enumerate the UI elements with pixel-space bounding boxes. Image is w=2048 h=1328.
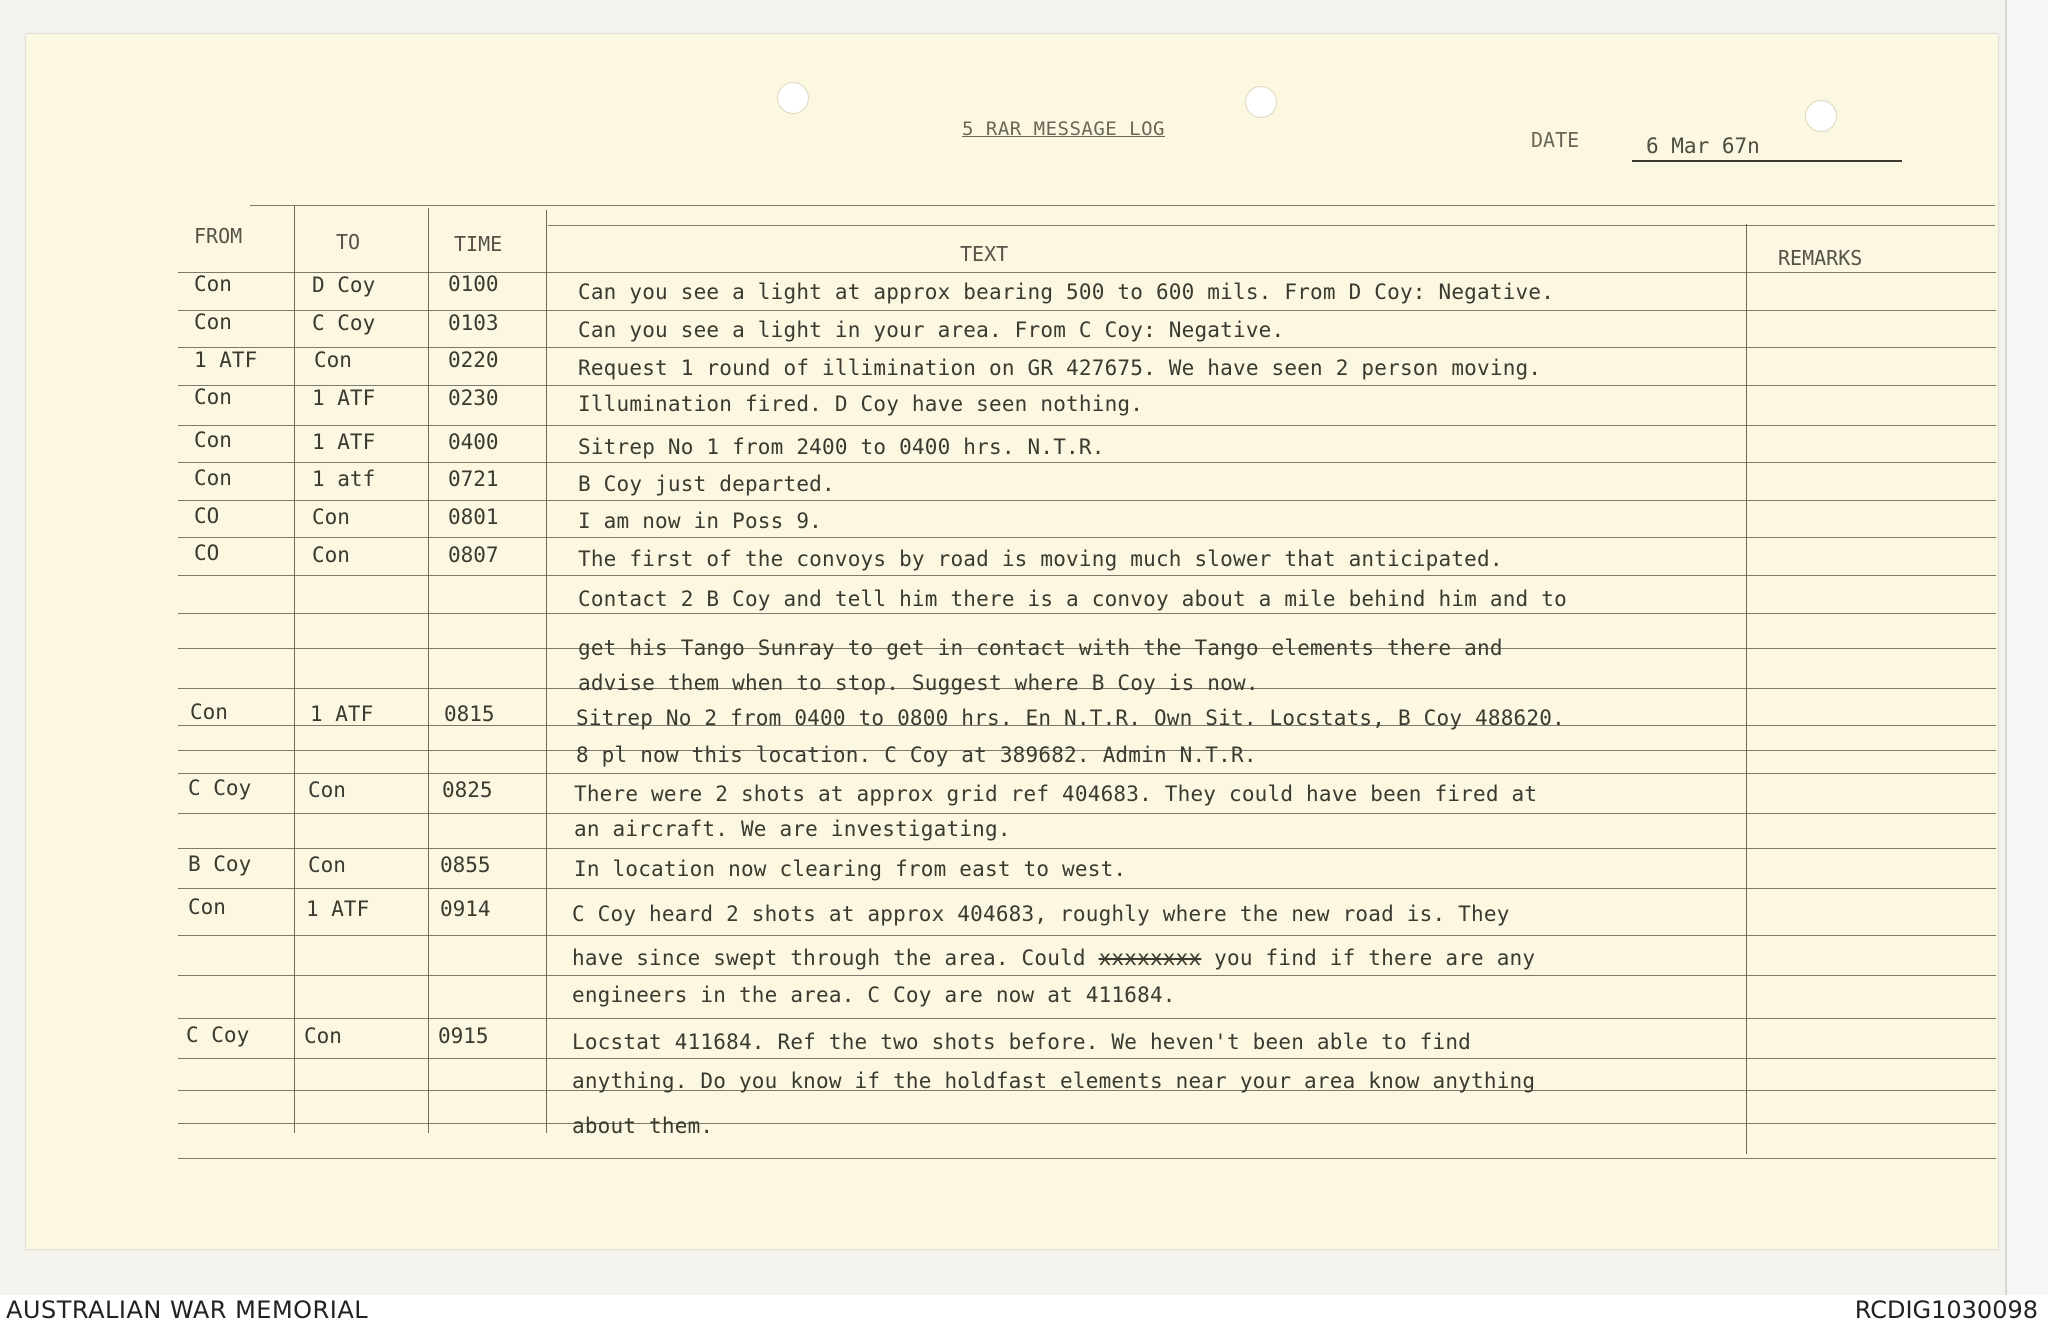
entry-time: 0815 [444,702,495,726]
entry-from: Con [194,272,232,296]
entry-to: 1 ATF [312,430,376,454]
source-caption: AUSTRALIAN WAR MEMORIAL [6,1296,369,1324]
entry-text-line: Request 1 round of illimination on GR 427675. We have seen 2 person moving. [578,356,1542,380]
punch-hole-middle [1245,86,1277,118]
entry-to: Con [304,1024,342,1048]
entry-from: C Coy [188,776,252,800]
entry-text-line: Sitrep No 1 from 2400 to 0400 hrs. N.T.R. [578,435,1105,459]
entry-text-line: advise them when to stop. Suggest where B Coy is now. [578,671,1259,695]
entry-text-line: Sitrep No 2 from 0400 to 0800 hrs. En N.T.R. Own Sit. Locstats, B Coy 488620. [576,706,1565,730]
entry-text-line: In location now clearing from east to west. [574,857,1127,881]
entry-to: Con [314,348,352,372]
entry-text-line: 8 pl now this location. C Coy at 389682. Admin N.T.R. [576,743,1257,767]
entry-text-line: an aircraft. We are investigating. [574,817,1011,841]
entry-time: 0807 [448,543,499,567]
entry-text-line: B Coy just departed. [578,472,835,496]
entry-to: D Coy [312,273,376,297]
entry-to: C Coy [312,311,376,335]
entry-time: 0915 [438,1024,489,1048]
catalogue-reference: RCDIG1030098 [1854,1296,2038,1324]
entry-from: Con [194,310,232,334]
entry-text-line: Can you see a light at approx bearing 500 to 600 mils. From D Coy: Negative. [578,280,1555,304]
entry-from: Con [188,895,226,919]
entry-text-line: Can you see a light in your area. From C Coy: Negative. [578,318,1285,342]
entry-text-fragment: have since swept through the area. Could [572,946,1086,970]
entry-text-line: get his Tango Sunray to get in contact with the Tango elements there and [578,636,1503,660]
entry-text-line: Contact 2 B Coy and tell him there is a convoy about a mile behind him and to [578,587,1567,611]
entry-to: 1 ATF [312,386,376,410]
col-header-remarks: REMARKS [1778,246,1863,270]
entry-time: 0801 [448,505,499,529]
col-header-text: TEXT [960,242,1009,266]
entry-from: Con [194,428,232,452]
entry-from: B Coy [188,852,252,876]
entry-from: Con [194,385,232,409]
entry-text-line: There were 2 shots at approx grid ref 404683. They could have been fired at [574,782,1538,806]
col-header-time: TIME [454,232,503,256]
entry-from: Con [190,700,228,724]
col-header-to: TO [336,230,361,254]
entry-text-line: engineers in the area. C Coy are now at 411684. [572,983,1176,1007]
entry-from: CO [194,541,220,565]
entry-time: 0400 [448,430,499,454]
entry-text-line: The first of the convoys by road is moving much slower that anticipated. [578,547,1503,571]
entry-text-line: Illumination fired. D Coy have seen nothing. [578,392,1144,416]
punch-hole-right [1805,100,1837,132]
entry-time: 0230 [448,386,499,410]
entry-text-line [572,946,1535,970]
struck-out-text: xxxxxxxx [1098,946,1202,970]
date-label: DATE [1531,128,1580,152]
log-title: 5 RAR MESSAGE LOG [962,118,1165,140]
entry-time: 0721 [448,467,499,491]
entry-text-fragment: you find if there are any [1214,946,1536,970]
entry-from: CO [194,504,220,528]
entry-to: 1 ATF [306,897,370,921]
entry-to: Con [308,778,346,802]
entry-text-line: about them. [572,1114,714,1138]
entry-from: 1 ATF [194,348,258,372]
entry-time: 0914 [440,897,491,921]
scan-edge-strip [2005,0,2048,1295]
entry-time: 0825 [442,778,493,802]
entry-to: 1 ATF [310,702,374,726]
entry-text-line: Locstat 411684. Ref the two shots before. We heven't been able to find [572,1030,1472,1054]
entry-to: 1 atf [312,467,376,491]
entry-time: 0855 [440,853,491,877]
entry-text-line: I am now in Poss 9. [578,509,823,533]
entry-time: 0100 [448,272,499,296]
entry-text-line: anything. Do you know if the holdfast elements near your area know anything [572,1069,1536,1093]
entry-from: Con [194,466,232,490]
punch-hole-left [777,82,809,114]
date-value: 6 Mar 67n [1632,134,1902,162]
entry-to: Con [312,543,350,567]
entry-from: C Coy [186,1023,250,1047]
entry-time: 0220 [448,348,499,372]
col-header-from: FROM [194,224,243,248]
entry-to: Con [308,853,346,877]
entry-time: 0103 [448,311,499,335]
entry-to: Con [312,505,350,529]
entry-text-line: C Coy heard 2 shots at approx 404683, roughly where the new road is. They [572,902,1510,926]
